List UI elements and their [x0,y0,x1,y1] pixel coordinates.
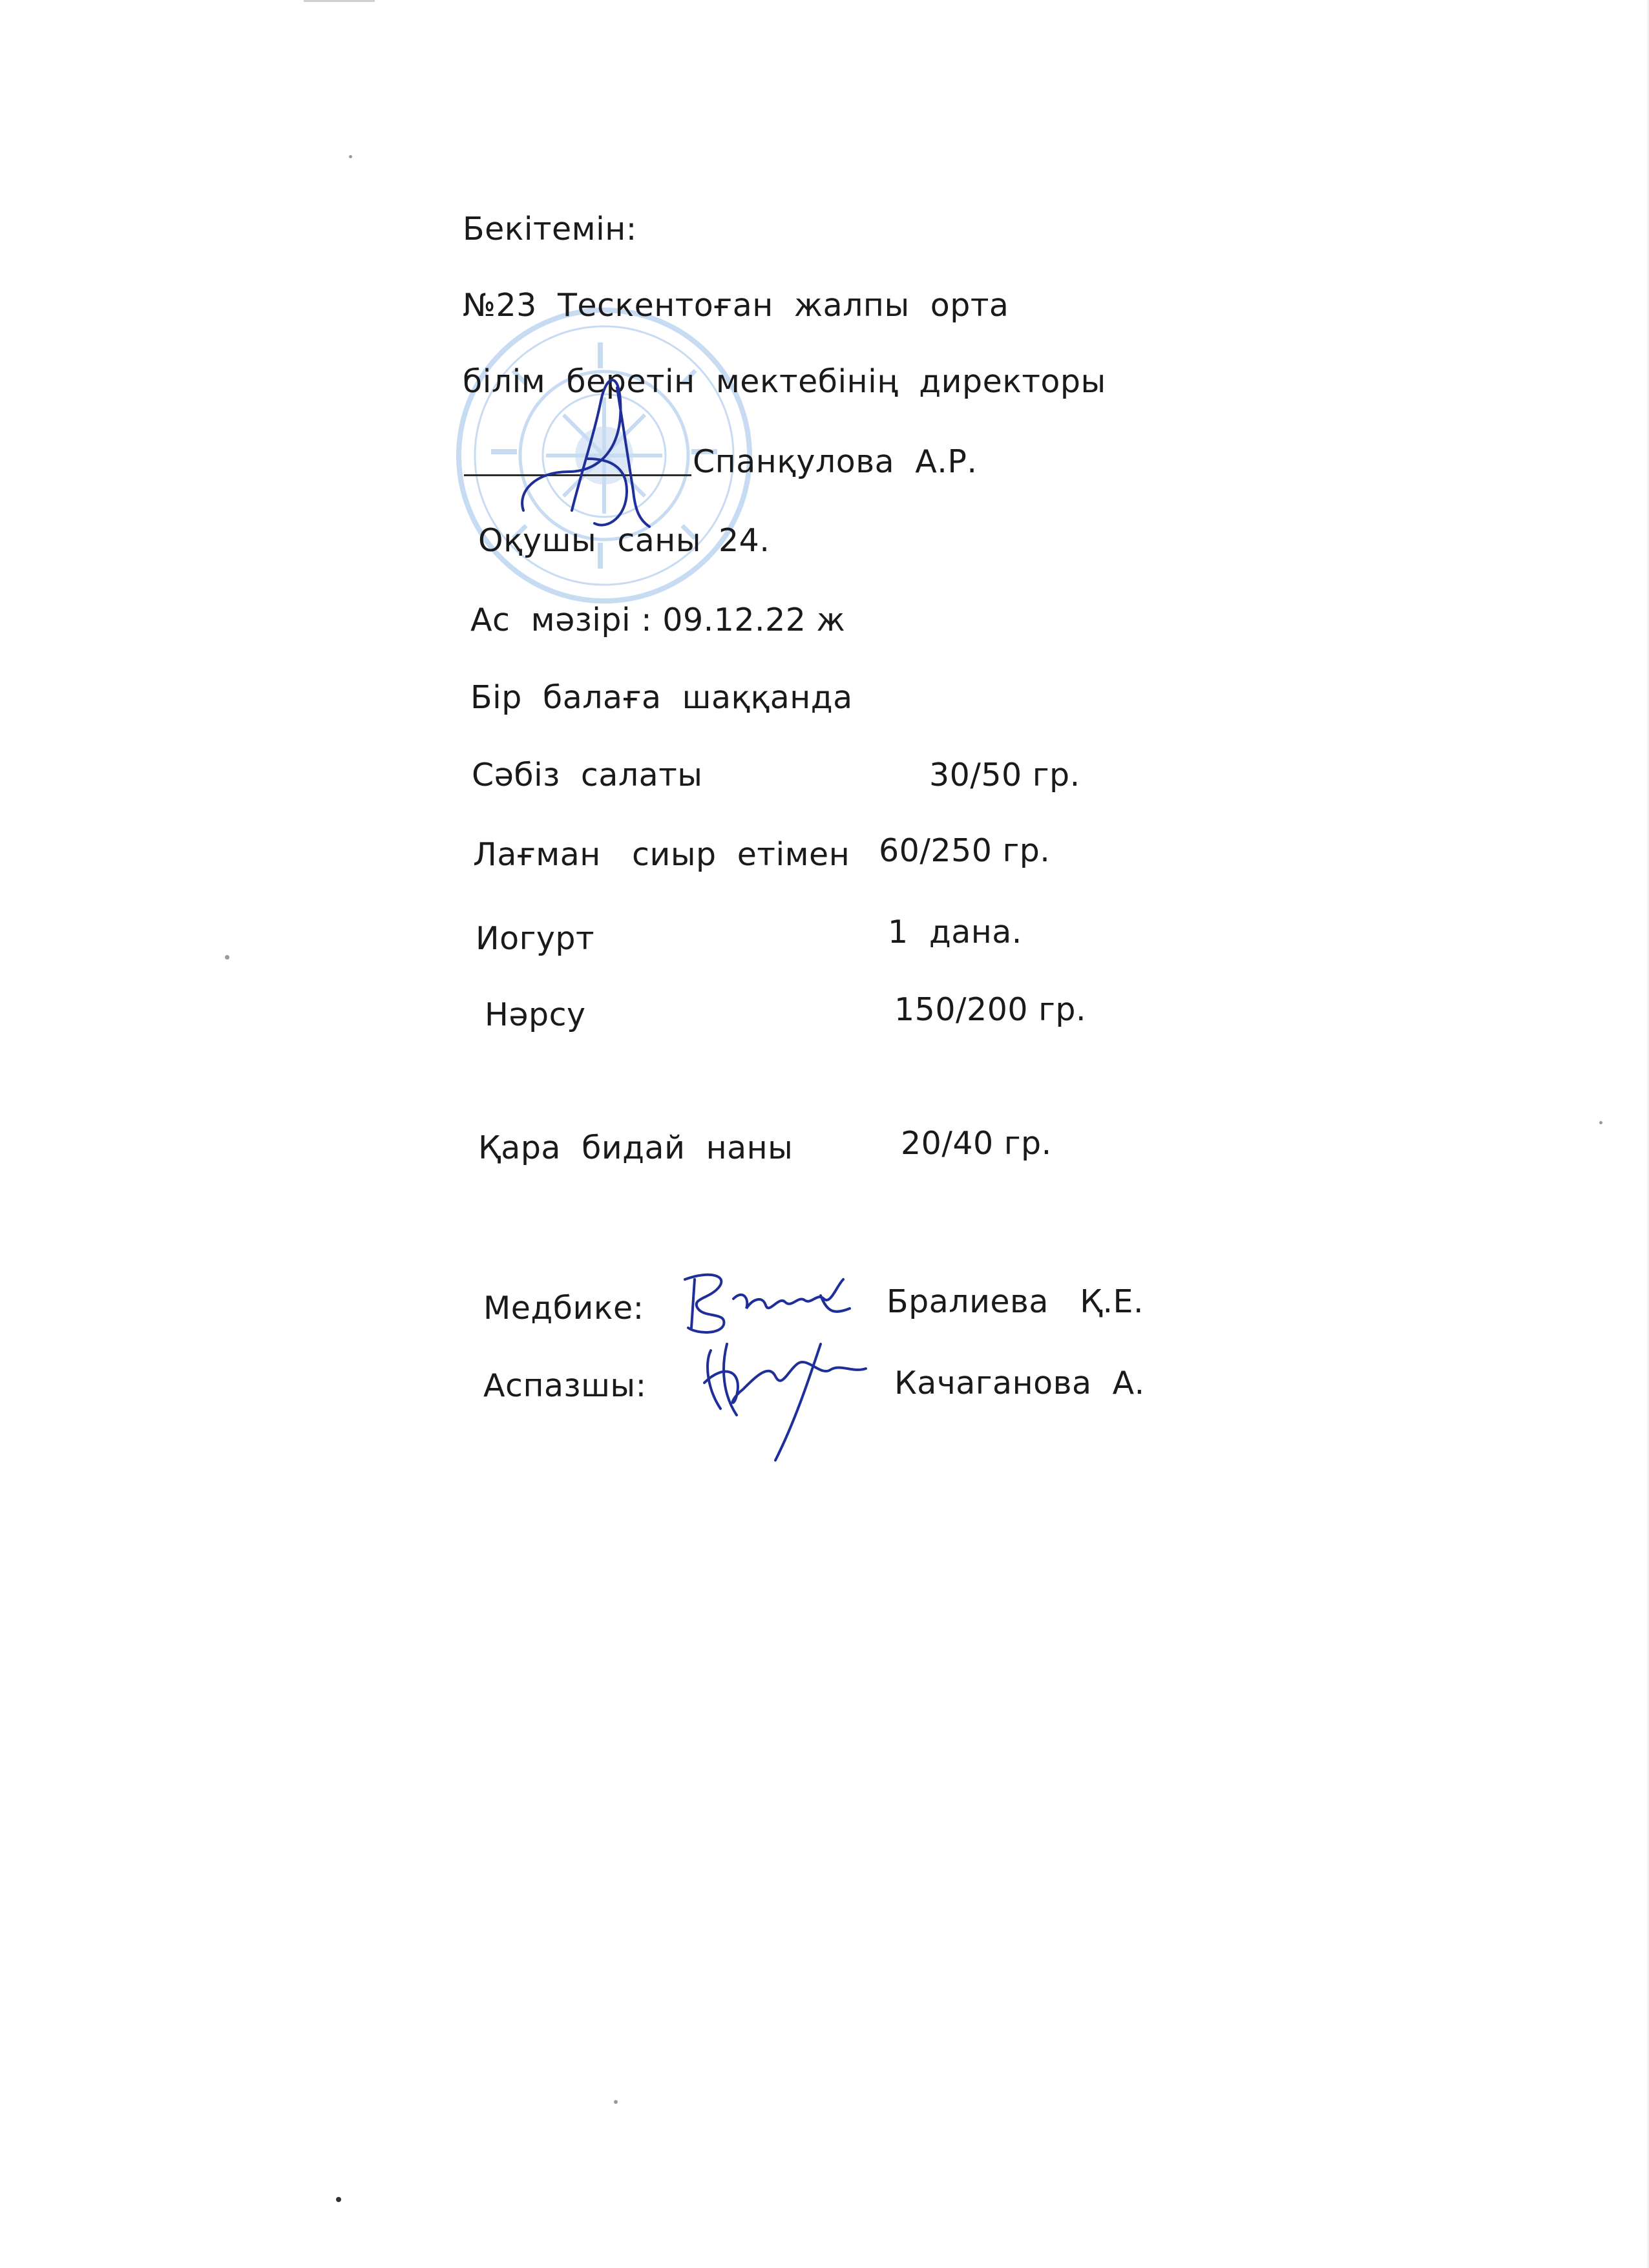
school-name-line1: №23 Тескентоған жалпы орта [463,287,1009,324]
cook-label: Аспазшы: [483,1367,647,1404]
menu-item-amount: 20/40 гр. [901,1125,1052,1162]
menu-item-name: Нәрсу [485,996,586,1033]
approval-heading: Бекітемін: [463,211,637,247]
menu-date: Ас мәзірі : 09.12.22 ж [470,602,846,638]
menu-item-amount: 30/50 гр. [929,757,1080,793]
menu-item-amount: 1 дана. [888,914,1022,950]
students-count: 24. [719,522,770,559]
director-name: Спанқулова А.Р. [693,443,978,480]
scan-speck [336,2197,341,2202]
scan-edge-shadow [1646,0,1649,2268]
scan-speck [349,155,352,158]
school-name-line2: білім беретін мектебінің директоры [463,363,1106,400]
menu-item-amount: 150/200 гр. [894,991,1087,1028]
nurse-name: Бралиева Қ.Е. [887,1283,1144,1320]
menu-item-name: Сәбіз салаты [472,757,703,793]
scan-speck [225,955,229,960]
menu-item-name: Иогурт [476,920,595,957]
cook-signature [691,1325,885,1467]
nurse-label: Медбике: [483,1290,644,1327]
menu-item-name: Лағман сиыр етімен [473,836,850,873]
menu-item-amount: 60/250 гр. [879,832,1051,869]
director-signature [510,362,678,543]
students-label: Оқушы саны [478,522,702,559]
per-child-label: Бір балаға шаққанда [470,679,853,716]
cook-name: Качаганова А. [894,1365,1145,1402]
scan-edge-mark [304,0,375,2]
scan-speck [1599,1121,1602,1124]
menu-item-name: Қара бидай наны [478,1129,793,1166]
scan-speck [614,2100,618,2104]
